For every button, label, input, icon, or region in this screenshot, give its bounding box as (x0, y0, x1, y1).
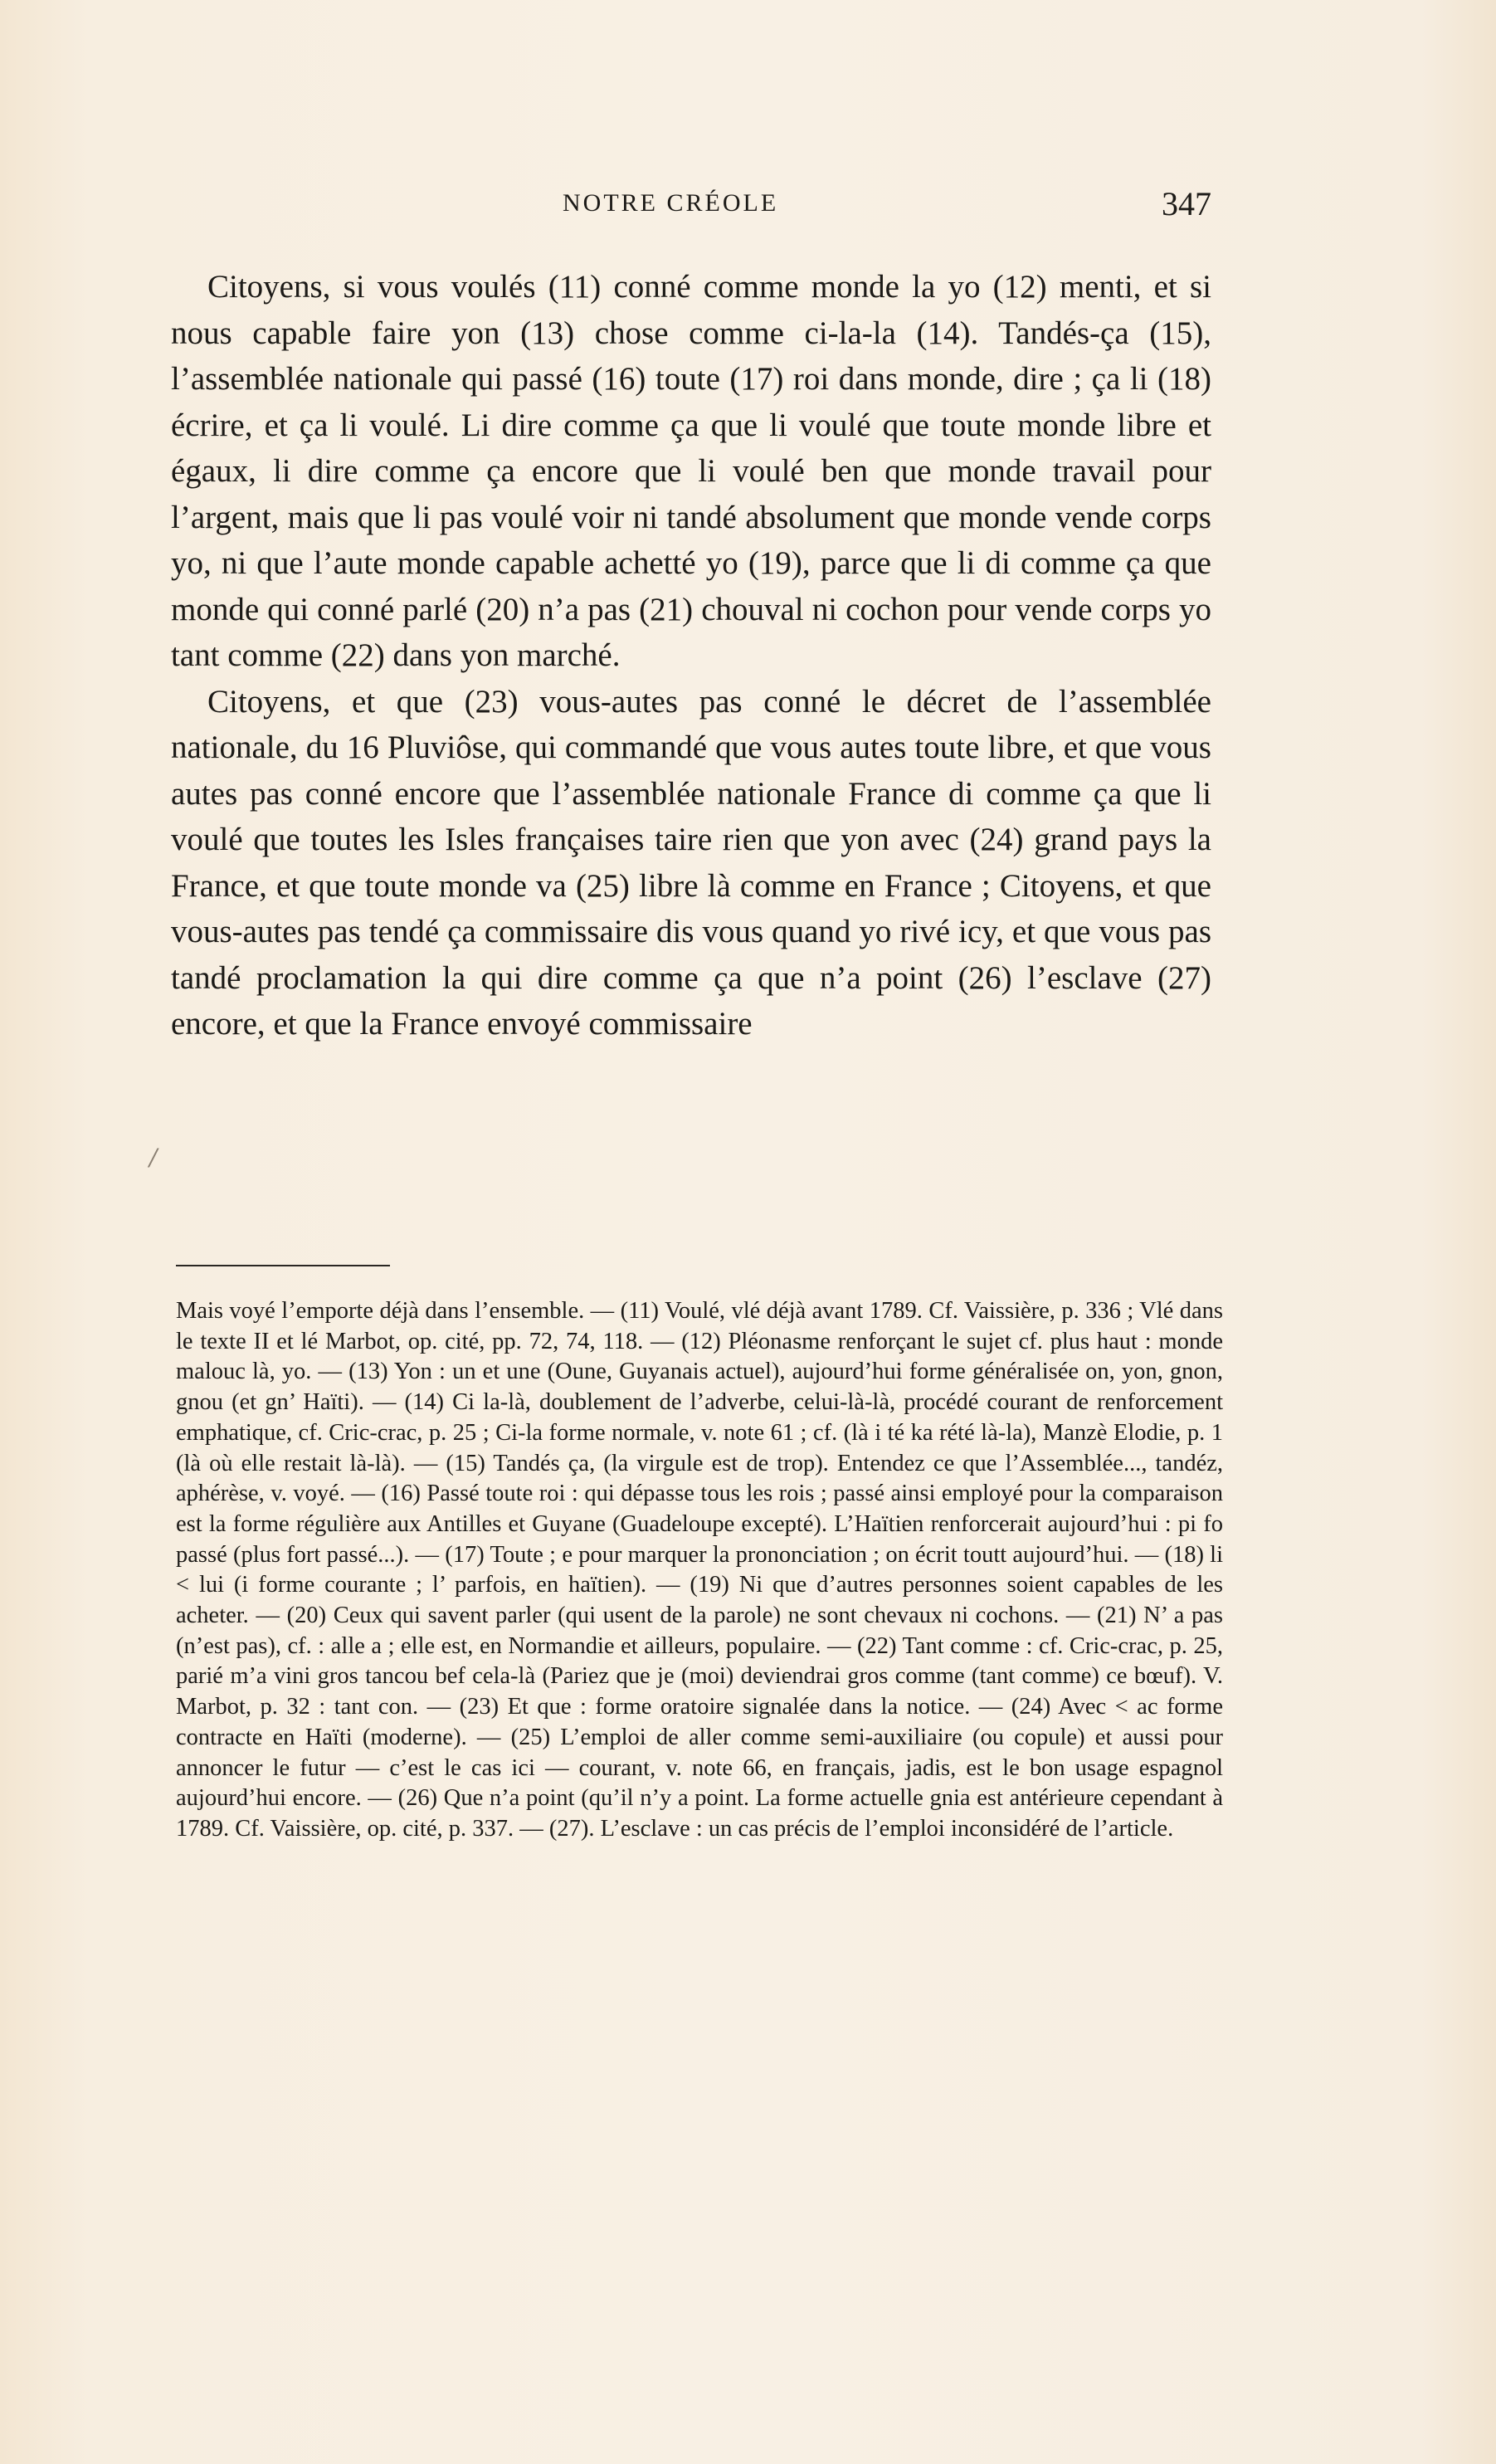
footnote-rule (176, 1265, 390, 1266)
page-number: 347 (1162, 185, 1211, 222)
paragraph: Citoyens, et que (23) vous-autes pas conné le décret de l’assemblée nationale, du 16 Pluviôse, qui commandé que vous autes toute libre, et que vous autes pas conné encore que l’assemblée nationale France di comme ça que li voulé que toutes les Isles françaises taire rien que yon avec (24) grand pays la France, et que toute monde va (25) libre là comme en France ; Citoyens, et que vous-autes pas tendé ça commissaire dis vous quand yo rivé icy, et que vous pas tandé proclamation la qui dire comme ça que n’a point (26) l’esclave (27) encore, et que la France envoyé commissaire (171, 683, 1211, 1042)
footnotes (176, 1296, 1223, 1845)
margin-mark: / (149, 1144, 158, 1171)
page-header (166, 184, 1211, 226)
footnote-text: Mais voyé l’emporte déjà dans l’ensemble. — (11) Voulé, vlé déjà avant 1789. Cf. Vaissière, p. 336 ; Vlé dans le texte II et lé Marbot, op. cité, pp. 72, 74, 118. — (12) Pléonasme renforçant le sujet cf. plus haut : monde malouc là, yo. — (13) Yon : un et une (Oune, Guyanais actuel), aujourd’hui forme généralisée on, yon, gnon, gnou (et gn’ Haïti). — (14) Ci la-là, doublement de l’adverbe, celui-là-là, procédé courant de renforcement emphatique, cf. Cric-crac, p. 25 ; Ci-la forme normale, v. note 61 ; cf. (là i té ka rété là-la), Manzè Elodie, p. 1 (là où elle restait là-là). — (15) Tandés ça, (la virgule est de trop). Entendez ce que l’Assemblée..., tandéz, aphérèse, v. voyé. — (16) Passé toute roi : qui dépasse tous les rois ; passé ainsi employé pour la comparaison est la forme régulière aux Antilles et Guyane (Guadeloupe excepté). L’Haïtien renforcerait aujourd’hui : pi fo passé (plus fort passé...). — (17) Toute ; e pour marquer la prononciation ; on écrit toutt aujourd’hui. — (18) li < lui (i forme courante ; l’ parfois, en haïtien). — (19) Ni que d’autres personnes soient capables de les acheter. — (20) Ceux qui savent parler (qui usent de la parole) ne sont chevaux ni cochons. — (21) N’ a pas (n’est pas), cf. : alle a ; elle est, en Normandie et ailleurs, populaire. — (22) Tant comme : cf. Cric-crac, p. 25, parié m’a vini gros tancou bef cela-là (Pariez que je (moi) deviendrai gros comme (tant comme) ce bœuf). V. Marbot, p. 32 : tant con. — (23) Et que : forme oratoire signalée dans la notice. — (24) Avec < ac forme contracte en Haïti (moderne). — (25) L’emploi de aller comme semi-auxiliaire (ou copule) et aussi pour annoncer le futur — c’est le cas ici — courant, v. note 66, en français, jadis, est le bon usage espagnol aujourd’hui encore. — (26) Que n’a point (qu’il n’y a point. La forme actuelle gnia est antérieure cependant à 1789. Cf. Vaissière, op. cité, p. 337. — (27). L’esclave : un cas précis de l’emploi inconsidéré de l’article. (176, 1298, 1223, 1842)
running-title: NOTRE CRÉOLE (563, 189, 779, 217)
main-text (171, 264, 1211, 1047)
paragraph: Citoyens, si vous voulés (11) conné comme monde la yo (12) menti, et si nous capable faire yon (13) chose comme ci-la-la (14). Tandés-ça (15), l’assemblée nationale qui passé (16) toute (17) roi dans monde, dire ; ça li (18) écrire, et ça li voulé. Li dire comme ça que li voulé que toute monde libre et égaux, li dire comme ça encore que li voulé ben que monde travail pour l’argent, mais que li pas voulé voir ni tandé absolument que monde vende corps yo, ni que l’aute monde capable achetté yo (19), parce que li di comme ça que monde qui conné parlé (20) n’a pas (21) chouval ni cochon pour vende corps yo tant comme (22) dans yon marché. (171, 269, 1211, 673)
